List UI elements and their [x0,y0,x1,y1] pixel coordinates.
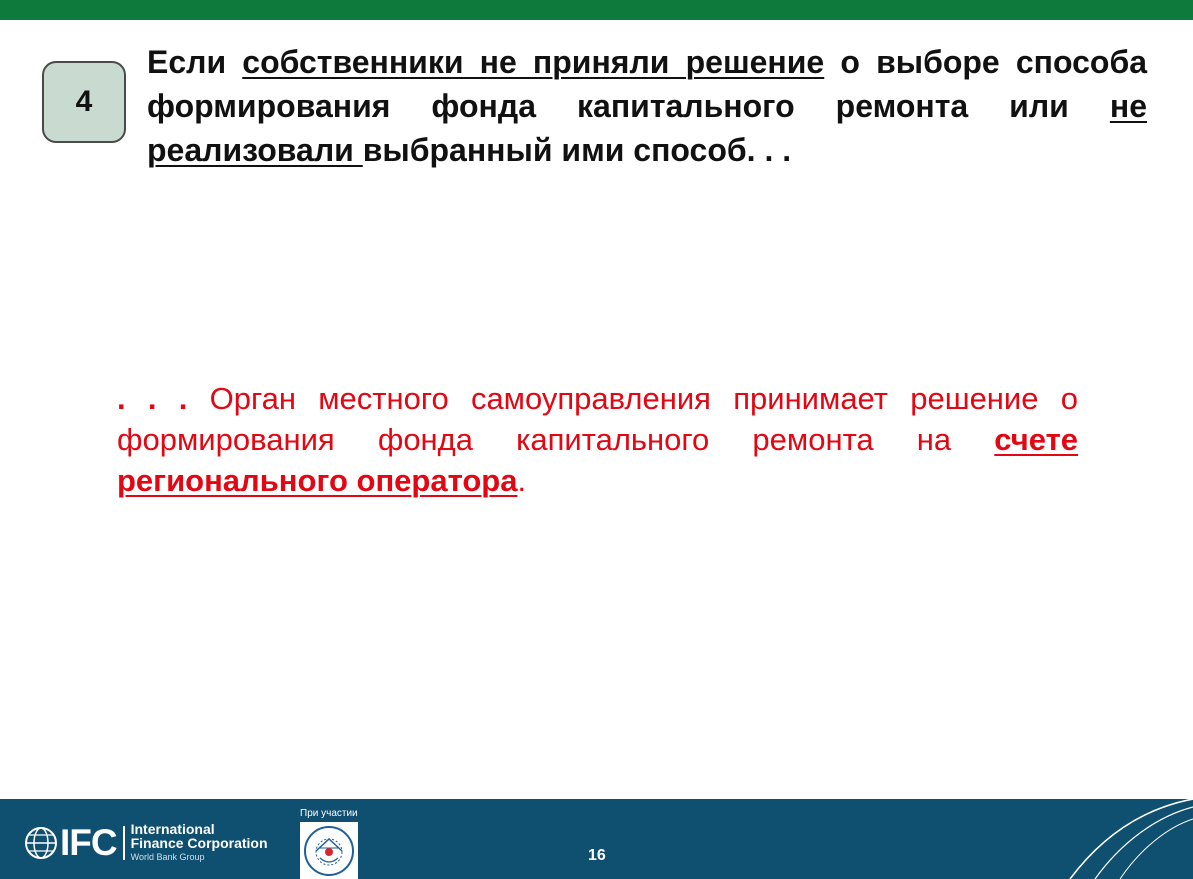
condition-text-part: выбранный ими способ. . . [362,132,792,168]
condition-text [147,40,1147,172]
page-number: 16 [588,847,606,864]
result-ellipsis: . . . [117,381,188,416]
top-bar [0,0,1193,20]
ifc-line-1: International [130,821,215,837]
globe-icon [24,826,58,860]
ifc-wordmark [131,822,268,864]
ifc-divider [123,826,125,860]
footer [0,799,1193,879]
ifc-logo [24,823,268,863]
decorative-swoosh [1060,799,1193,879]
ifc-line-2: Finance Corporation [130,835,268,851]
step-number: 4 [75,85,93,118]
partner-caption: При участии [300,808,358,819]
condition-text-part: Если [147,44,243,80]
condition-underlined-phrase: не реализовали [147,88,1147,168]
association-logo [300,822,358,879]
condition-text-part: о выборе способа формирования фонда капитального ремонта или [147,44,1148,124]
result-highlighted-phrase: счете регионального оператора [117,422,1078,498]
step-number-badge [42,61,126,143]
result-text-part: Орган местного самоуправления принимает решение о формирования фонда капитального ремонта на [117,381,1078,457]
ifc-mark: IFC [60,822,117,863]
condition-underlined-phrase: собственники не приняли решение [242,44,825,80]
result-text [117,378,1078,501]
result-text-part: . [517,463,527,498]
ifc-line-3: World Bank Group [130,852,205,862]
